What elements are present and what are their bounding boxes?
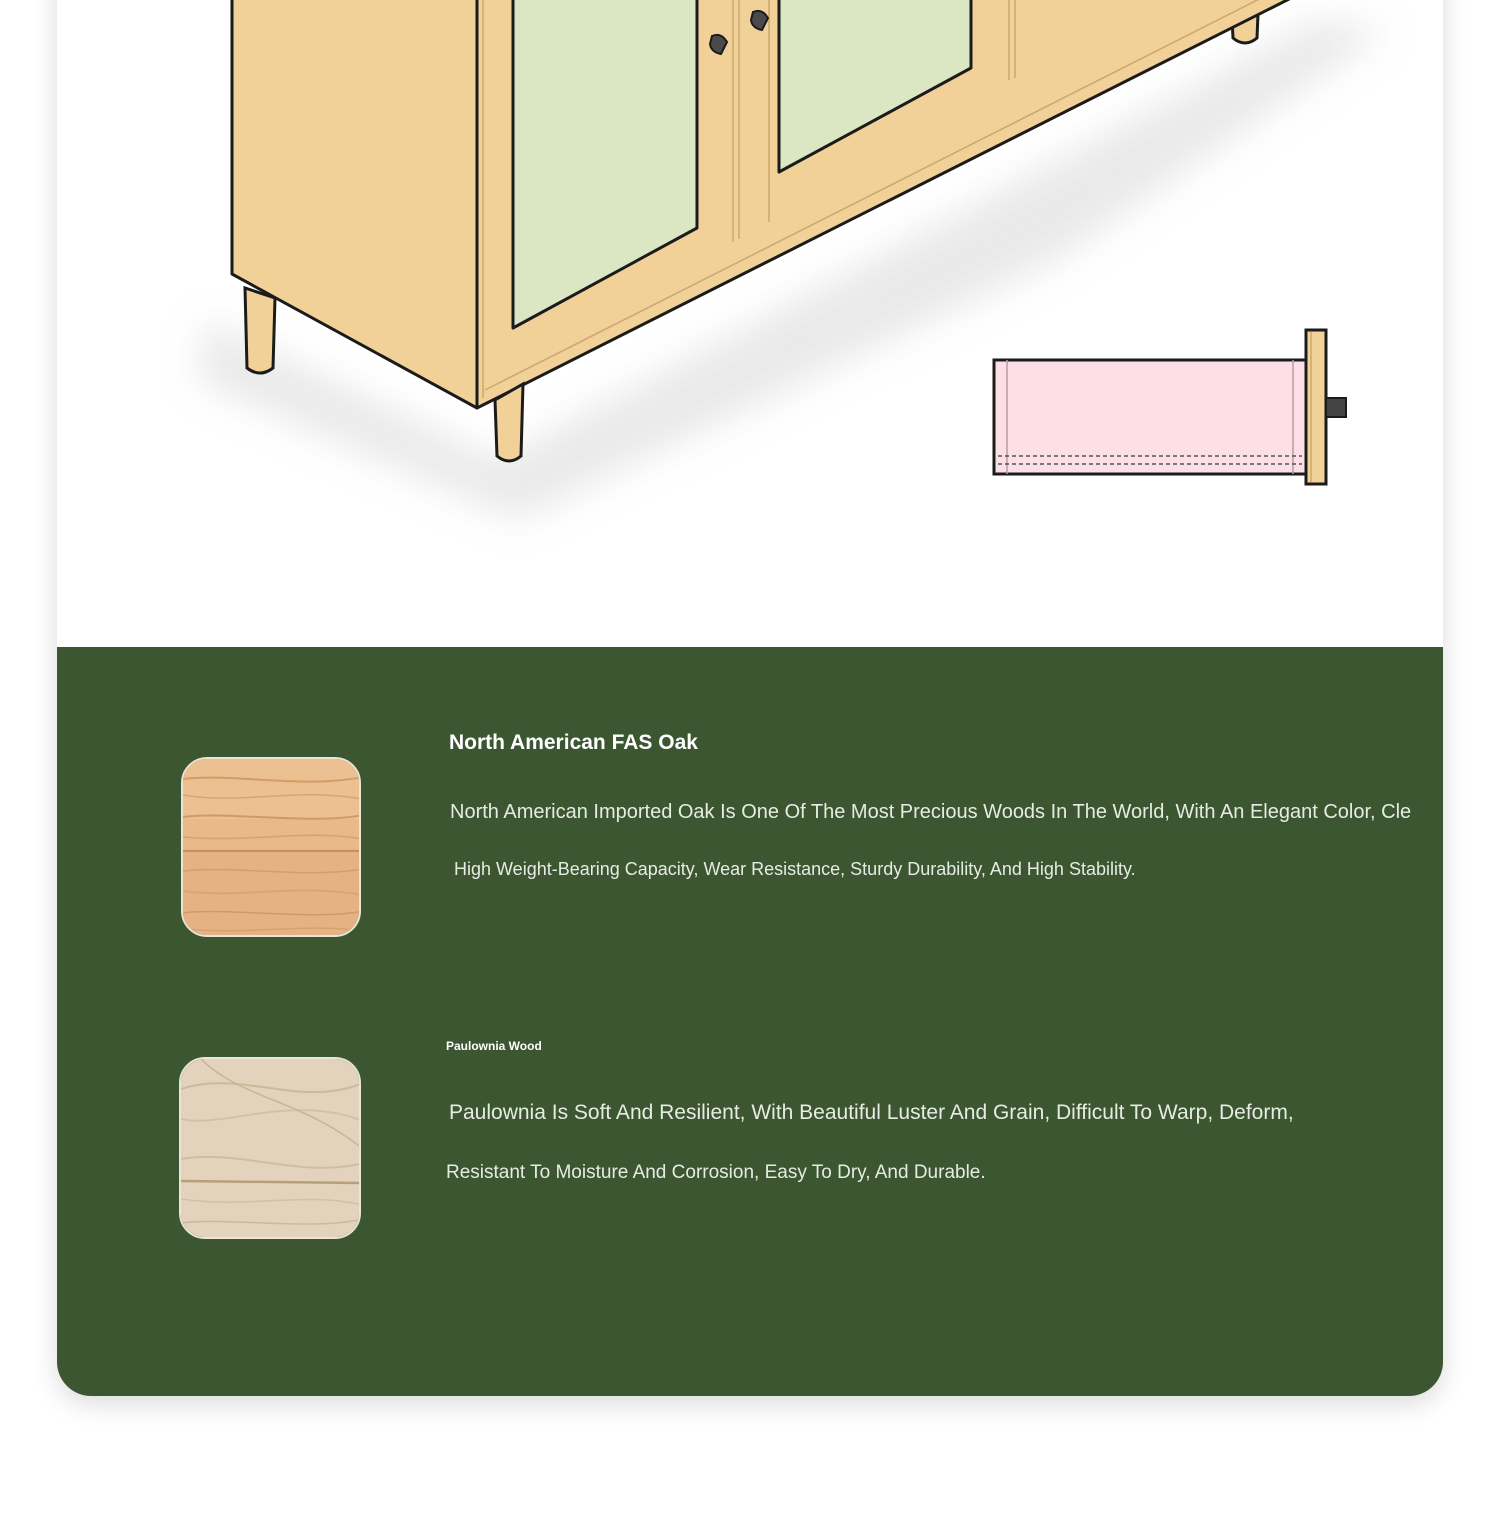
paulownia-wood-swatch-icon xyxy=(179,1057,361,1239)
paulownia-description-line-2: Resistant To Moisture And Corrosion, Easy To Dry, And Durable. xyxy=(446,1162,986,1183)
oak-title: North American FAS Oak xyxy=(449,731,698,754)
drawer-illustration xyxy=(994,330,1346,484)
structure-illustration xyxy=(57,0,1443,647)
product-detail-card xyxy=(57,0,1443,1396)
materials-section xyxy=(57,647,1443,1396)
paulownia-description-line-1: Paulownia Is Soft And Resilient, With Beautiful Luster And Grain, Difficult To Warp, Deform, xyxy=(449,1101,1294,1124)
cabinet-illustration xyxy=(57,0,1443,647)
oak-description-line-1: North American Imported Oak Is One Of The Most Precious Woods In The World, With An Elegant Color, Cle xyxy=(450,801,1412,823)
paulownia-title: Paulownia Wood xyxy=(446,1039,542,1053)
oak-wood-swatch-icon xyxy=(181,757,361,937)
oak-description-line-2: High Weight-Bearing Capacity, Wear Resistance, Sturdy Durability, And High Stability. xyxy=(454,859,1136,879)
